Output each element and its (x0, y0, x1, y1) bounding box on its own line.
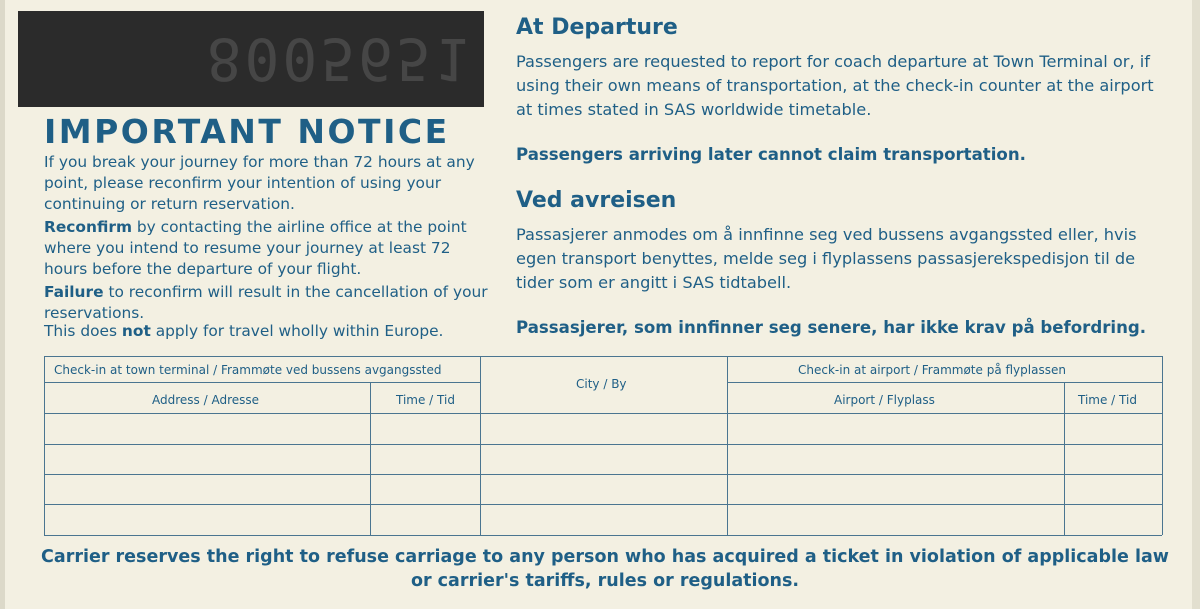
table-col-line (1064, 382, 1065, 535)
reconfirm-text: by contacting the airline office at the point where you intend to resume your journey at least 72 hours before the departure of your flight. (44, 218, 467, 278)
table-col-line (370, 382, 371, 535)
left-edge (0, 0, 5, 609)
serial-number-bar (18, 11, 484, 107)
avreisen-title: Ved avreisen (516, 188, 677, 213)
right-edge (1192, 0, 1200, 609)
table-col-line (44, 356, 45, 535)
europe-text-post: apply for travel wholly within Europe. (150, 322, 444, 340)
departure-late-notice: Passengers arriving later cannot claim transportation. (516, 145, 1026, 164)
carrier-rights-footer: Carrier reserves the right to refuse carriage to any person who has acquired a ticket in violation of applicable law or carrier's tariffs, rules or regulations. (41, 547, 1169, 591)
table-line (727, 382, 1162, 383)
address-header: Address / Adresse (152, 393, 260, 407)
table-line (44, 444, 1162, 445)
table-col-line (727, 356, 728, 535)
time-header-town: Time / Tid (396, 393, 455, 407)
table-line (44, 413, 1162, 414)
important-notice-title: IMPORTANT NOTICE (44, 112, 450, 151)
table-line (44, 382, 480, 383)
notice-paragraph-2 (44, 217, 490, 280)
notice-paragraph-3 (44, 282, 490, 324)
avreisen-late-notice: Passasjerer, som innfinner seg senere, har ikke krav på befordring. (516, 318, 1147, 337)
time-header-airport: Time / Tid (1078, 393, 1137, 407)
table-bottom-line (44, 535, 1162, 536)
failure-label: Failure (44, 283, 104, 301)
europe-text-pre: This does (44, 322, 122, 340)
table-col-line (480, 356, 481, 535)
departure-title: At Departure (516, 15, 678, 40)
europe-text-not: not (121, 322, 151, 340)
table-line (44, 474, 1162, 475)
departure-text: Passengers are requested to report for coach departure at Town Terminal or, if using their own means of transportation, at the check-in counter at the airport at times stated in SAS worldwide timetable. (516, 52, 1154, 119)
notice-paragraph-4 (44, 321, 490, 342)
avreisen-text: Passasjerer anmodes om å innfinne seg ved bussens avgangssted eller, hvis egen transport benyttes, melde seg i flyplassens passasjerekspedisjon til de tider som er angitt i SAS tidtabell. (516, 225, 1137, 292)
table-col-line (1162, 356, 1163, 535)
failure-text: to reconfirm will result in the cancellation of your reservations. (44, 283, 488, 322)
city-header: City / By (576, 377, 627, 391)
table-top-line (44, 356, 1162, 357)
airport-header: Airport / Flyplass (834, 393, 935, 407)
town-terminal-header: Check-in at town terminal / Frammøte ved bussens avgangssted (54, 363, 442, 377)
reconfirm-label: Reconfirm (44, 218, 132, 236)
table-line (44, 504, 1162, 505)
notice-paragraph-1: If you break your journey for more than 72 hours at any point, please reconfirm your intention of using your continuing or return reservation. (44, 153, 475, 213)
serial-number: 8005651 (206, 25, 472, 93)
airport-group-header: Check-in at airport / Frammøte på flyplassen (798, 363, 1066, 377)
